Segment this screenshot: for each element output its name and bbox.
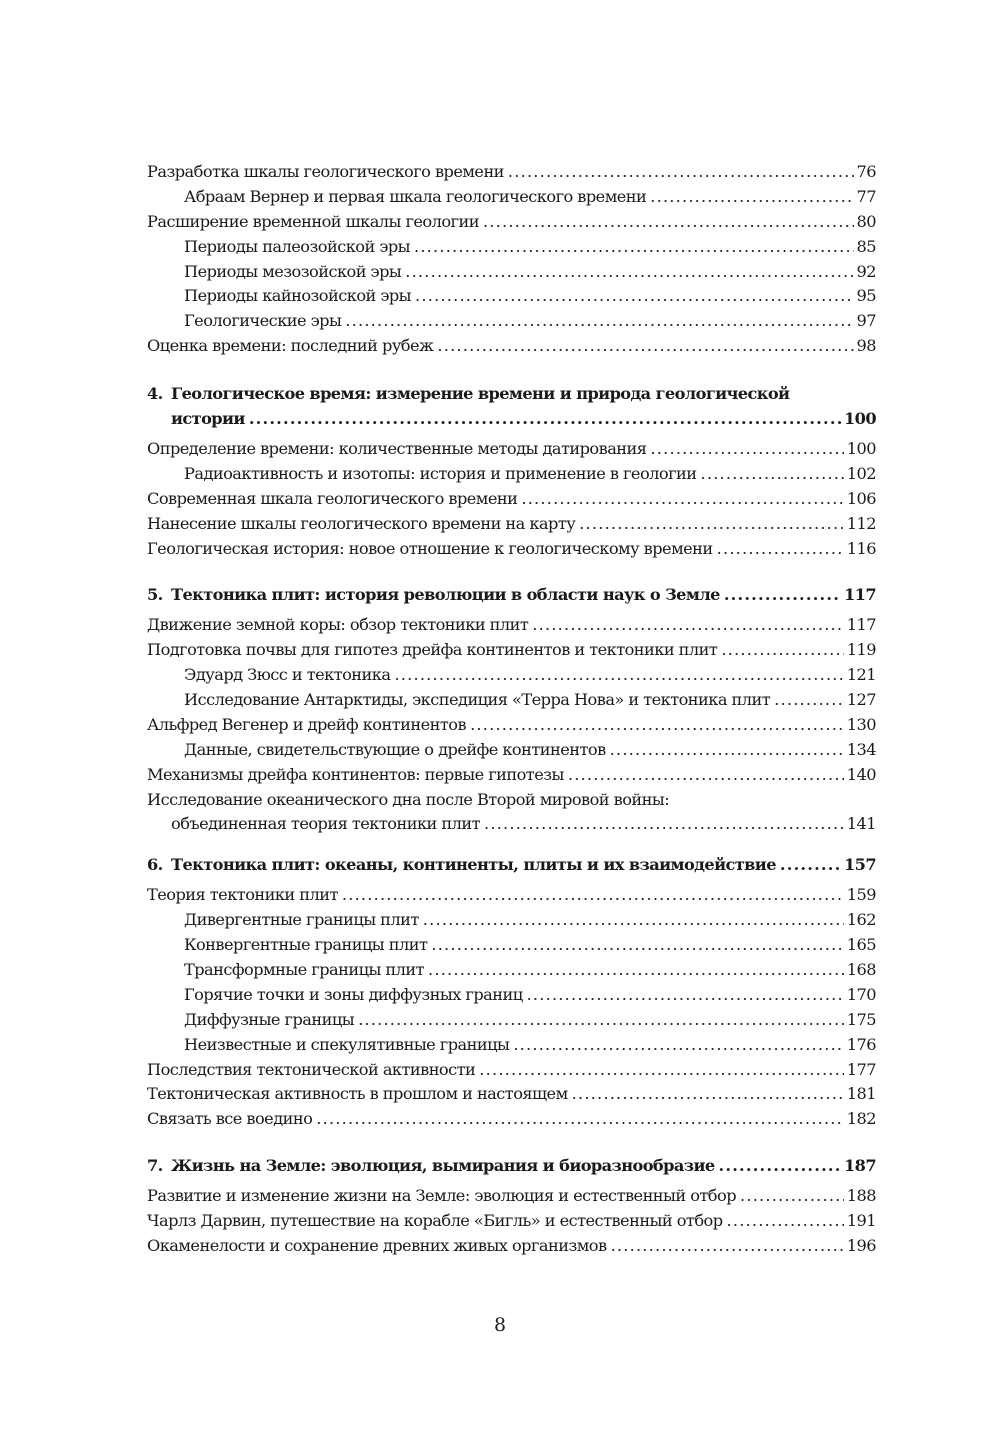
leader-dots <box>780 853 841 878</box>
toc-entry[interactable] <box>147 487 876 512</box>
toc-entry[interactable] <box>147 663 876 688</box>
leader-dots <box>721 638 843 663</box>
toc-entry[interactable] <box>147 260 876 285</box>
page-number: 8 <box>493 1314 507 1336</box>
chapter-page: 187 <box>844 1156 876 1176</box>
leader-dots <box>428 958 844 983</box>
toc-chapter-4 <box>147 381 876 432</box>
entry-title: Горячие точки и зоны диффузных границ <box>184 984 523 1004</box>
leader-dots <box>483 210 854 235</box>
leader-dots <box>479 1058 843 1083</box>
entry-page: 159 <box>846 885 876 905</box>
toc-entry[interactable] <box>147 763 876 788</box>
toc-entry[interactable] <box>147 160 876 185</box>
entry-page: 141 <box>846 814 876 834</box>
entry-title: Радиоактивность и изотопы: история и применение в геологии <box>184 463 697 483</box>
chapter-heading-cont[interactable] <box>147 407 876 432</box>
entry-title: Периоды кайнозойской эры <box>184 286 412 306</box>
leader-dots <box>532 613 843 638</box>
chapter-6-entries <box>147 883 876 1132</box>
leader-dots <box>719 1154 841 1179</box>
entry-title: Расширение временной шкалы геологии <box>147 211 479 231</box>
entry-page: 97 <box>856 311 876 331</box>
entry-title: Абраам Вернер и первая шкала геологического времени <box>184 186 647 206</box>
leader-dots <box>484 812 844 837</box>
entry-page: 117 <box>846 615 876 635</box>
entry-page: 191 <box>846 1210 876 1230</box>
table-of-contents <box>147 160 876 1259</box>
entry-page: 95 <box>856 286 876 306</box>
entry-page: 177 <box>846 1059 876 1079</box>
leader-dots <box>423 908 844 933</box>
leader-dots <box>727 1209 844 1234</box>
toc-entry[interactable] <box>147 638 876 663</box>
entry-title: Неизвестные и спекулятивные границы <box>184 1034 510 1054</box>
entry-title: Трансформные границы плит <box>184 959 425 979</box>
leader-dots <box>508 160 854 185</box>
entry-page: 76 <box>856 162 876 181</box>
leader-dots <box>568 763 844 788</box>
entry-title: Геологическая история: новое отношение к геологическому времени <box>147 538 713 558</box>
entry-page: 98 <box>856 336 876 356</box>
toc-entry[interactable] <box>147 958 876 983</box>
toc-entry[interactable] <box>147 1082 876 1107</box>
entry-title: Геологические эры <box>184 311 342 331</box>
entry-title: Исследование Антарктиды, экспедиция «Терра Нова» и тектоника плит <box>184 690 771 710</box>
chapter-4-entries <box>147 437 876 561</box>
entry-page: 77 <box>856 186 876 206</box>
entry-title-line1: Исследование океанического дна после Второй мировой войны: <box>147 789 670 809</box>
leader-dots <box>724 583 841 608</box>
chapter-page: 117 <box>844 585 876 605</box>
entry-title: Развитие и изменение жизни на Земле: эволюция и естественный отбор <box>147 1186 737 1206</box>
toc-entry[interactable] <box>147 738 876 763</box>
toc-entry[interactable] <box>147 437 876 462</box>
entry-page: 170 <box>846 984 876 1004</box>
toc-entry[interactable] <box>147 284 876 309</box>
entry-title: Тектоническая активность в прошлом и настоящем <box>147 1084 568 1104</box>
entry-title: Оценка времени: последний рубеж <box>147 336 434 356</box>
entry-title: Эдуард Зюсс и тектоника <box>184 665 391 685</box>
toc-entry[interactable] <box>147 1184 876 1209</box>
leader-dots <box>437 334 853 359</box>
toc-entry[interactable] <box>147 1209 876 1234</box>
chapter-heading[interactable] <box>147 1154 876 1179</box>
chapter-title: Тектоника плит: история революции в области наук о Земле <box>171 585 720 605</box>
toc-chapter-5 <box>147 583 876 608</box>
toc-entry-line1[interactable] <box>147 788 876 813</box>
toc-entry[interactable] <box>147 1058 876 1083</box>
leader-dots <box>740 1184 844 1209</box>
leader-dots <box>415 284 853 309</box>
entry-title: Подготовка почвы для гипотез дрейфа континентов и тектоники плит <box>147 640 718 660</box>
toc-entry[interactable] <box>147 688 876 713</box>
leader-dots <box>414 235 854 260</box>
leader-dots <box>650 185 853 210</box>
entry-page: 85 <box>856 236 876 256</box>
chapter-heading[interactable] <box>147 853 876 878</box>
entry-page: 165 <box>846 935 876 955</box>
chapter-number: 4. <box>147 384 163 404</box>
leader-dots <box>572 1082 844 1107</box>
chapter-title: Тектоника плит: океаны, континенты, плиты и их взаимодействие <box>171 855 776 875</box>
chapter-title-line2: истории <box>171 409 245 429</box>
chapter-number: 6. <box>147 855 163 875</box>
entry-page: 112 <box>846 513 876 533</box>
entry-title: Периоды палеозойской эры <box>184 236 410 256</box>
toc-entry[interactable] <box>147 883 876 908</box>
toc-entry[interactable] <box>147 309 876 334</box>
toc-entry[interactable] <box>147 462 876 487</box>
toc-entry[interactable] <box>147 983 876 1008</box>
leader-dots <box>316 1107 843 1132</box>
chapter-number: 5. <box>147 585 163 605</box>
chapter-title-line1: Геологическое время: измерение времени и природа геологической <box>171 384 790 404</box>
entry-title: Определение времени: количественные методы датирования <box>147 439 647 459</box>
entry-page: 168 <box>846 959 876 979</box>
entry-page: 175 <box>846 1009 876 1029</box>
entry-page: 140 <box>846 764 876 784</box>
entry-page: 127 <box>846 690 876 710</box>
entry-title: Движение земной коры: обзор тектоники плит <box>147 615 529 635</box>
entry-title: Периоды мезозойской эры <box>184 261 402 281</box>
leader-dots <box>470 713 844 738</box>
entry-page: 106 <box>846 488 876 508</box>
toc-entry[interactable] <box>147 713 876 738</box>
toc-entry[interactable] <box>147 908 876 933</box>
entry-page: 176 <box>846 1034 876 1054</box>
leader-dots <box>527 983 844 1008</box>
entry-page: 100 <box>846 439 876 459</box>
toc-entry[interactable] <box>147 1107 876 1132</box>
entry-title: Нанесение шкалы геологического времени на карту <box>147 513 576 533</box>
leader-dots <box>650 437 843 462</box>
entry-title: Современная шкала геологического времени <box>147 488 518 508</box>
leader-dots <box>701 462 844 487</box>
toc-entry[interactable] <box>147 1033 876 1058</box>
entry-title-line2: объединенная теория тектоники плит <box>171 814 480 834</box>
entry-title: Конвергентные границы плит <box>184 935 428 955</box>
chapter-title: Жизнь на Земле: эволюция, вымирания и биоразнообразие <box>171 1156 715 1176</box>
entry-title: Механизмы дрейфа континентов: первые гипотезы <box>147 764 564 784</box>
toc-entry-line2[interactable] <box>147 812 876 837</box>
entry-title: Последствия тектонической активности <box>147 1059 476 1079</box>
leader-dots <box>431 933 843 958</box>
entry-title: Теория тектоники плит <box>147 885 338 905</box>
entry-page: 102 <box>846 463 876 483</box>
chapter-heading[interactable] <box>147 381 876 407</box>
entry-page: 92 <box>856 261 876 281</box>
entry-page: 116 <box>846 538 876 558</box>
entry-page: 121 <box>846 665 876 685</box>
toc-entry[interactable] <box>147 185 876 210</box>
entry-title: Чарлз Дарвин, путешествие на корабле «Бигль» и естественный отбор <box>147 1210 723 1230</box>
entry-page: 162 <box>846 910 876 930</box>
leader-dots <box>610 738 844 763</box>
chapter-heading[interactable] <box>147 583 876 608</box>
entry-title: Связать все воедино <box>147 1109 313 1129</box>
leader-dots <box>345 309 853 334</box>
entry-title: Разработка шкалы геологического времени <box>147 162 504 181</box>
chapter-7-entries <box>147 1184 876 1259</box>
chapter-number: 7. <box>147 1156 163 1176</box>
toc-entry[interactable] <box>147 933 876 958</box>
leader-dots <box>611 1234 844 1259</box>
leader-dots <box>394 663 843 688</box>
chapter-page: 100 <box>844 409 876 429</box>
toc-entry[interactable] <box>147 1234 876 1259</box>
entry-title: Альфред Вегенер и дрейф континентов <box>147 714 467 734</box>
entry-page: 80 <box>856 211 876 231</box>
leader-dots <box>342 883 844 908</box>
toc-entry[interactable] <box>147 512 876 537</box>
leader-dots <box>579 512 844 537</box>
leader-dots <box>405 260 853 285</box>
entry-page: 188 <box>846 1186 876 1206</box>
chapter-page: 157 <box>844 855 876 875</box>
entry-page: 182 <box>846 1109 876 1129</box>
leader-dots <box>249 407 841 432</box>
toc-entry[interactable] <box>147 235 876 260</box>
leader-dots <box>774 688 844 713</box>
leader-dots <box>717 537 844 562</box>
toc-entry[interactable] <box>147 1008 876 1033</box>
entry-page: 181 <box>846 1084 876 1104</box>
toc-entry[interactable] <box>147 613 876 638</box>
entry-title: Дивергентные границы плит <box>184 910 419 930</box>
entry-page: 119 <box>846 640 876 660</box>
toc-entry[interactable] <box>147 210 876 235</box>
toc-chapter-7 <box>147 1154 876 1179</box>
entry-page: 196 <box>846 1235 876 1255</box>
toc-section-continued <box>147 160 876 359</box>
toc-entry[interactable] <box>147 537 876 562</box>
leader-dots <box>358 1008 844 1033</box>
entry-title: Данные, свидетельствующие о дрейфе континентов <box>184 739 606 759</box>
leader-dots <box>513 1033 843 1058</box>
toc-chapter-6 <box>147 853 876 878</box>
entry-page: 134 <box>846 739 876 759</box>
entry-title: Диффузные границы <box>184 1009 355 1029</box>
leader-dots <box>521 487 843 512</box>
entry-page: 130 <box>846 714 876 734</box>
chapter-5-entries <box>147 613 876 837</box>
toc-entry[interactable] <box>147 334 876 359</box>
entry-title: Окаменелости и сохранение древних живых организмов <box>147 1235 607 1255</box>
